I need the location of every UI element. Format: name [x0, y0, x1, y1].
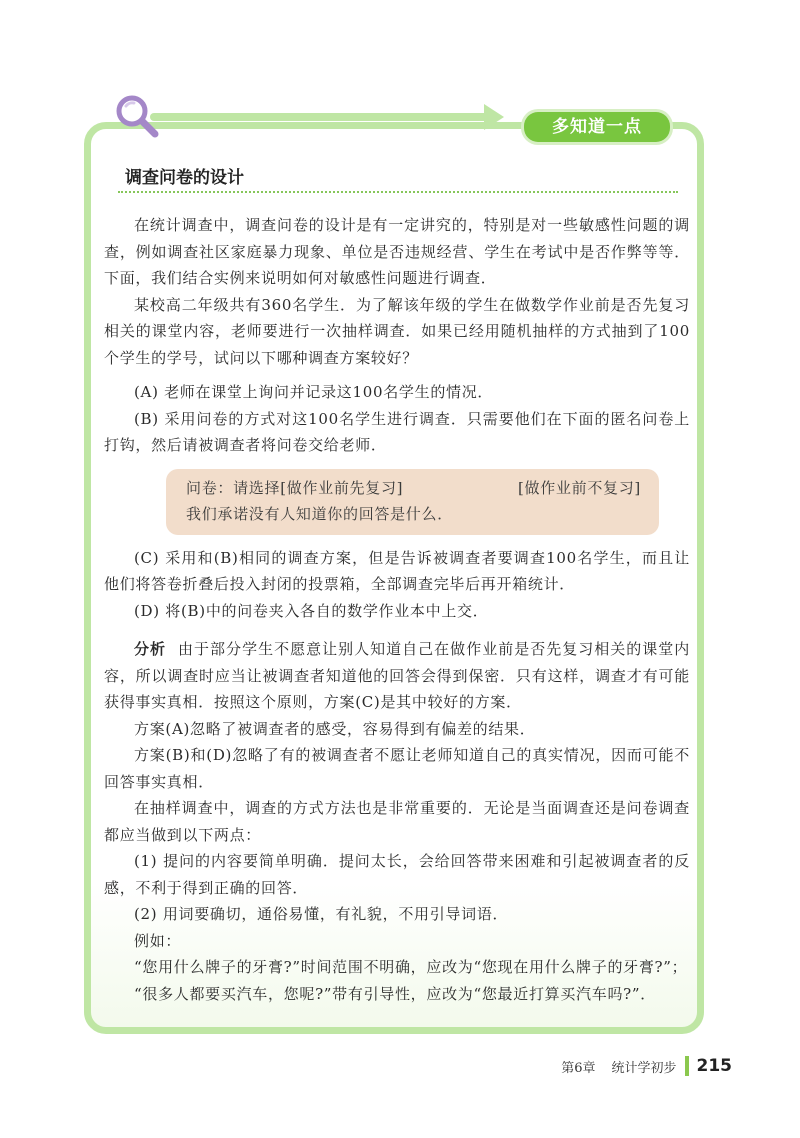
analysis-a: 方案(A)忽略了被调查者的感受，容易得到有偏差的结果． — [134, 719, 536, 738]
chapter-number: 第6章 — [561, 1060, 596, 1076]
example-1: “您用什么牌子的牙膏?”时间范围不明确，应改为“您现在用什么牌子的牙膏?”； — [134, 958, 688, 976]
choice-review-first: [做作业前先复习] — [280, 478, 404, 497]
article-body — [104, 212, 690, 1007]
point-1: (1) 提问的内容要简单明确．提问太长，会给回答带来困难和引起被调查者的反感，不利于得到正确的回答． — [104, 852, 690, 897]
option-a: (A) 老师在课堂上询问并记录这100名学生的情况． — [134, 383, 494, 401]
analysis-text: 由于部分学生不愿意让别人知道自己在做作业前是否先复习相关的课堂内容，所以调查时应当让被调查者知道他的回答会得到保密．只有这样，调查才有可能获得事实真相．按照这个原则，方案(C)是其中较好的方案． — [104, 640, 691, 711]
analysis-paragraph — [104, 636, 690, 716]
option-b: (B) 采用问卷的方式对这100名学生进行调查．只需要他们在下面的匿名问卷上打钩，然后请被调查者将问卷交给老师． — [104, 409, 690, 454]
paragraph-example: 某校高二年级共有360名学生．为了解该年级的学生在做数学作业前是否先复习相关的课堂内容，老师要进行一次抽样调查．如果已经用随机抽样的方式抽到了100个学生的学号，试问以下哪种调查方案较好？ — [104, 295, 690, 367]
paragraph-intro: 在统计调查中，调查问卷的设计是有一定讲究的，特别是对一些敏感性问题的调查，例如调查社区家庭暴力现象、单位是否违规经营、学生在考试中是否作弊等等．下面，我们结合实例来说明如何对敏感性问题进行调查． — [104, 216, 690, 287]
magnifier-icon — [112, 92, 162, 142]
analysis-method: 在抽样调查中，调查的方式方法也是非常重要的．无论是当面调查还是问卷调查都应当做到以下两点： — [104, 799, 690, 844]
title-divider — [118, 191, 678, 193]
arrow-head-icon — [484, 104, 504, 130]
chapter-title: 统计学初步 — [611, 1060, 677, 1076]
example-2: “很多人都要买汽车，您呢?”带有引导性，应改为“您最近打算买汽车吗?”． — [134, 984, 656, 1003]
page-number: 215 — [696, 1056, 732, 1076]
analysis-label: 分析 — [134, 640, 167, 658]
section-title: 调查问卷的设计 — [125, 168, 244, 188]
analysis-bd: 方案(B)和(D)忽略了有的被调查者不愿让老师知道自己的真实情况，因而可能不回答事实真相． — [104, 746, 690, 791]
option-c: (C) 采用和(B)相同的调查方案，但是告诉被调查者要调查100名学生，而且让他们将答卷折叠后投入封闭的投票箱，全部调查完毕后再开箱统计． — [104, 548, 690, 593]
option-d: (D) 将(B)中的问卷夹入各自的数学作业本中上交． — [134, 601, 489, 620]
section-badge: 多知道一点 — [524, 112, 670, 142]
questionnaire-box — [166, 469, 659, 535]
footer-divider — [685, 1056, 689, 1076]
decorative-arrow-line — [150, 113, 490, 121]
example-label: 例如： — [134, 931, 182, 950]
page-footer — [561, 1056, 732, 1076]
point-2: (2) 用词要确切，通俗易懂，有礼貌，不用引导词语． — [134, 905, 509, 923]
questionnaire-prompt: 问卷：请选择 — [186, 478, 281, 497]
choice-no-review: [做作业前不复习] — [517, 478, 641, 497]
questionnaire-promise: 我们承诺没有人知道你的回答是什么． — [186, 504, 453, 523]
